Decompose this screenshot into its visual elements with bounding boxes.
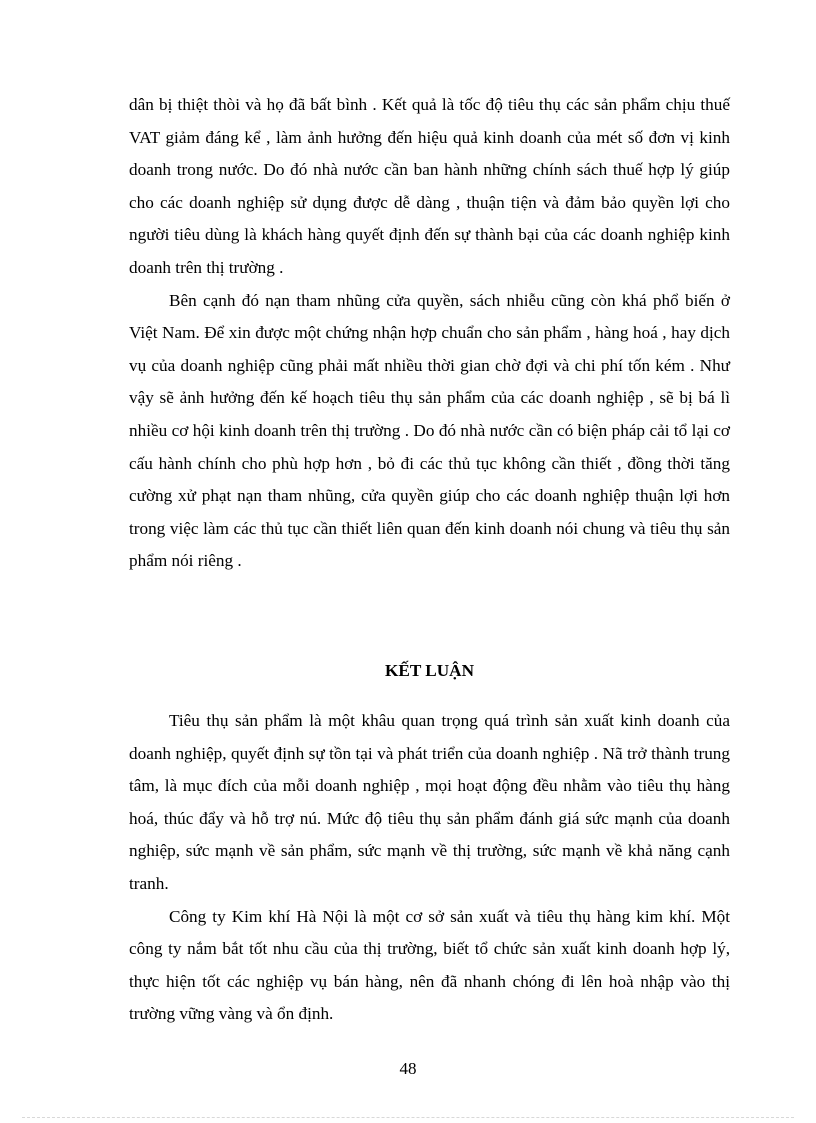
body-paragraph: Bên cạnh đó nạn tham nhũng cửa quyền, sách nhiễu cũng còn khá phổ biến ở Việt Nam. Để xin được một chứng nhận hợp chuẩn cho sản phẩm , hàng hoá , hay dịch vụ của doanh nghiệp cũng phải mất nhiều thời gian chờ đợi và chi phí tốn kém . Như vậy sẽ ảnh hưởng đến kế hoạch tiêu thụ sản phẩm của các doanh nghiệp , sẽ bị bá lì nhiều cơ hội kinh doanh trên thị trường . Do đó nhà nước cần có biện pháp cải tổ lại cơ cấu hành chính cho phù hợp hơn , bỏ đi các thủ tục không cần thiết , đồng thời tăng cường xử phạt nạn tham nhũng, cửa quyền giúp cho các doanh nghiệp thuận lợi hơn trong việc làm các thủ tục cần thiết liên quan đến kinh doanh nói chung và tiêu thụ sản phẩm nói riêng . (129, 290, 730, 571)
page-number: 48 (399, 1059, 417, 1078)
page-bottom-divider (22, 1117, 794, 1118)
conclusion-section (129, 705, 730, 1031)
document-page (129, 89, 730, 1024)
conclusion-paragraph: Công ty Kim khí Hà Nội là một cơ sở sản xuất và tiêu thụ hàng kim khí. Một công ty nắm bắt tốt nhu cầu của thị trường, biết tổ chức sản xuất kinh doanh hợp lý, thực hiện tốt các nghiệp vụ bán hàng, nên đã nhanh chóng đi lên hoà nhập vào thị trường vững vàng và ổn định. (129, 906, 730, 1024)
body-paragraph-continued: dân bị thiệt thòi và họ đã bất bình . Kết quả là tốc độ tiêu thụ các sản phẩm chịu thuế VAT giảm đáng kể , làm ảnh hưởng đến hiệu quả kinh doanh của mét số đơn vị kinh doanh trong nước. Do đó nhà nước cần ban hành những chính sách thuế hợp lý giúp cho các doanh nghiệp sử dụng được dễ dàng , thuận tiện và đảm bảo quyền lợi cho người tiêu dùng là khách hàng quyết định đến sự thành bại của các doanh nghiệp kinh doanh trên thị trường . (129, 95, 730, 277)
section-heading-conclusion: KẾT LUẬN (385, 661, 474, 680)
conclusion-paragraph: Tiêu thụ sản phẩm là một khâu quan trọng quá trình sản xuất kinh doanh của doanh nghiệp, quyết định sự tồn tại và phát triển của doanh nghiệp . Nã trở thành trung tâm, là mục đích của mỗi doanh nghiệp , mọi hoạt động đều nhằm vào tiêu thụ hàng hoá, thúc đẩy và hỗ trợ nú. Mức độ tiêu thụ sản phẩm đánh giá sức mạnh của doanh nghiệp, sức mạnh về sản phẩm, sức mạnh về thị trường, sức mạnh về khả năng cạnh tranh. (129, 711, 730, 893)
